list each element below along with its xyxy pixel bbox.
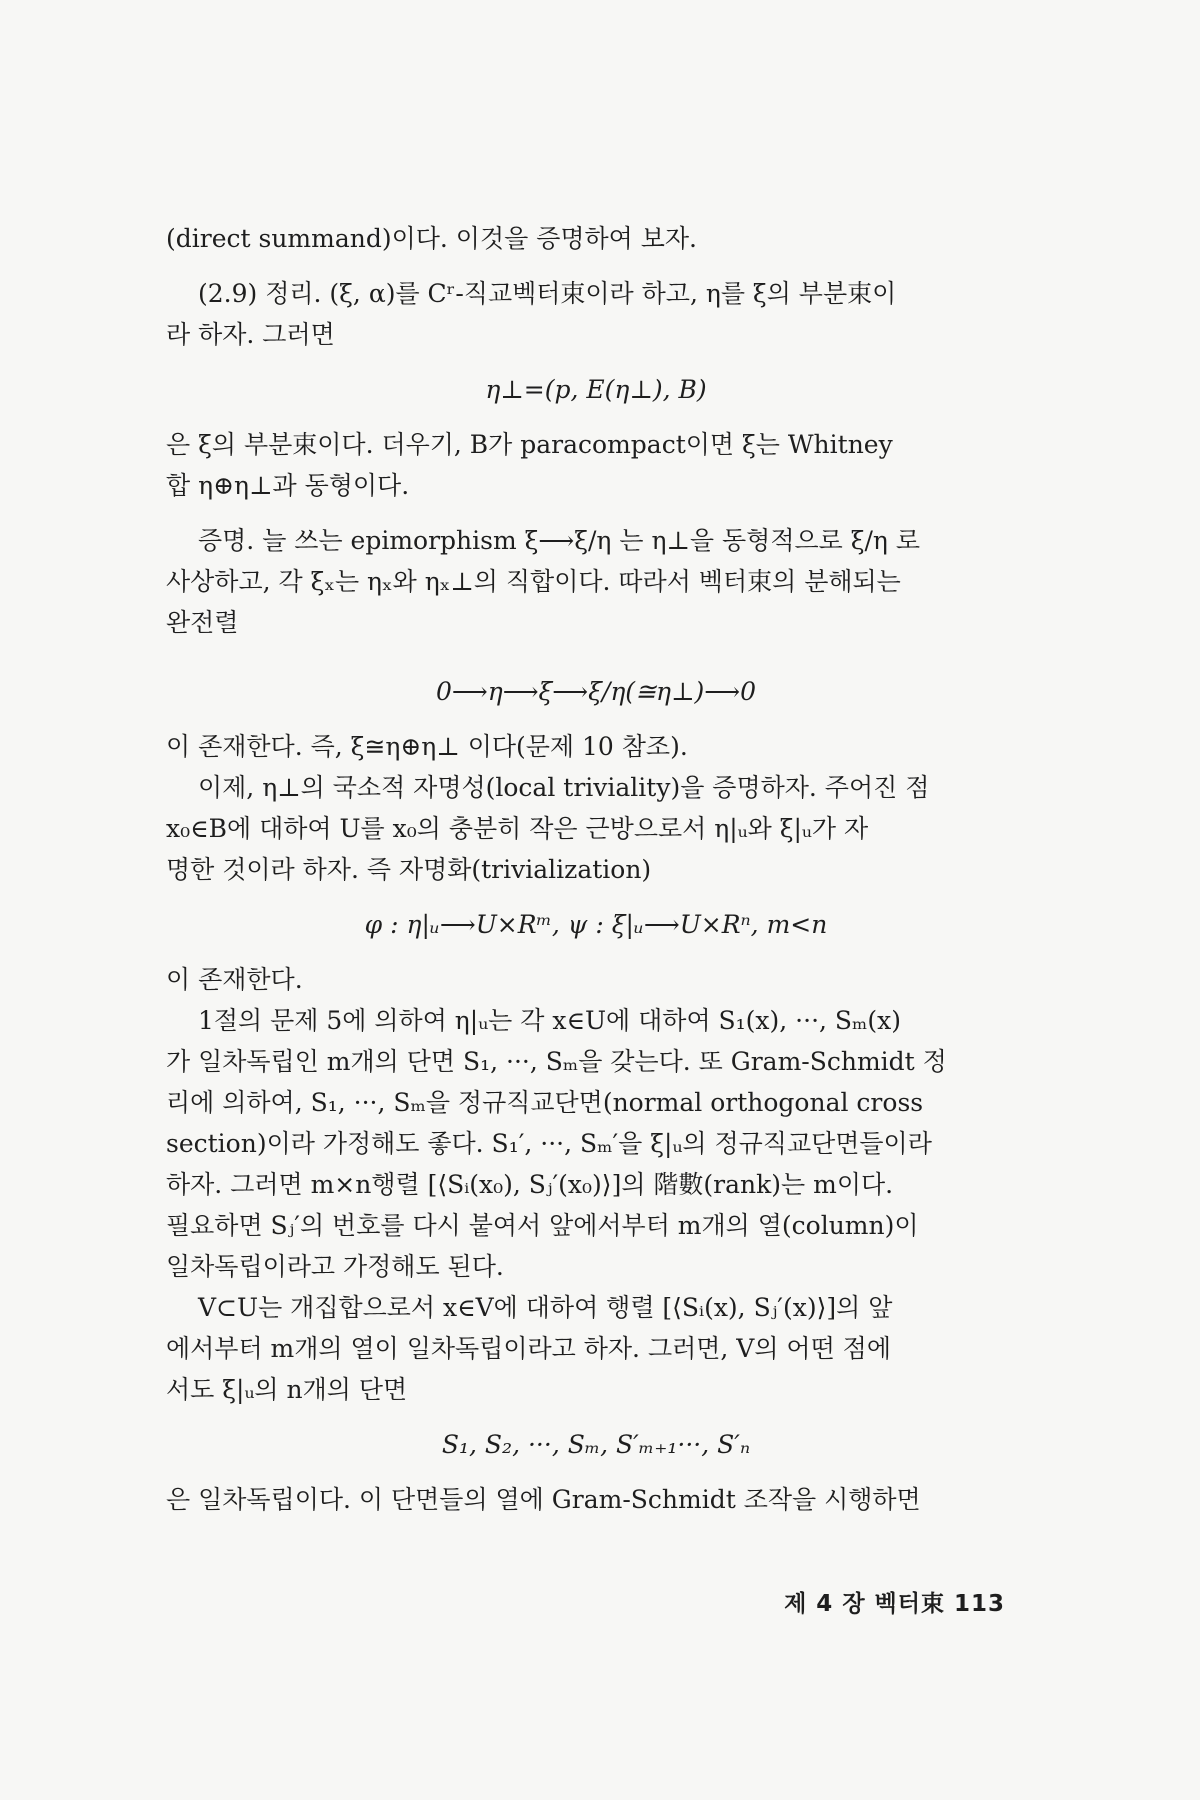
- display-formula: 0⟶η⟶ξ⟶ξ/η(≅η⊥)⟶0: [435, 677, 757, 706]
- text-line: 에서부터 m개의 열이 일차독립이라고 하자. 그러면, V의 어떤 점에: [166, 1334, 891, 1363]
- display-formula: η⊥=(p, E(η⊥), B): [485, 375, 707, 404]
- text-line: 완전렬: [166, 608, 239, 637]
- text-line: 라 하자. 그러면: [166, 320, 335, 349]
- text-line: x₀∈B에 대하여 U를 x₀의 충분히 작은 근방으로서 η|ᵤ와 ξ|ᵤ가 자: [166, 814, 869, 843]
- text-line: 리에 의하여, S₁, ···, Sₘ을 정규직교단면(normal orthogonal cross: [166, 1088, 924, 1117]
- display-formula: φ : η|ᵤ⟶U×Rᵐ, ψ : ξ|ᵤ⟶U×Rⁿ, m<n: [364, 910, 828, 939]
- text-line: 이제, η⊥의 국소적 자명성(local triviality)을 증명하자. 주어진 점: [198, 773, 930, 802]
- text-line: 명한 것이라 하자. 즉 자명화(trivialization): [166, 855, 652, 884]
- text-line: 필요하면 Sⱼ′의 번호를 다시 붙여서 앞에서부터 m개의 열(column)이: [166, 1211, 919, 1240]
- text-line: 하자. 그러면 m×n행렬 [⟨Sᵢ(x₀), Sⱼ′(x₀)⟩]의 階數(rank)는 m이다.: [166, 1170, 894, 1199]
- text-line: (direct summand)이다. 이것을 증명하여 보자.: [166, 224, 697, 253]
- theorem-heading-line: (2.9) 정리. (ξ, α)를 Cʳ-직교벡터束이라 하고, η를 ξ의 부분束이: [198, 279, 897, 308]
- text-line: 사상하고, 각 ξₓ는 ηₓ와 ηₓ⊥의 직합이다. 따라서 벡터束의 분해되는: [166, 567, 901, 596]
- text-line: V⊂U는 개집합으로서 x∈V에 대하여 행렬 [⟨Sᵢ(x), Sⱼ′(x)⟩]의 앞: [198, 1293, 893, 1322]
- display-formula: S₁, S₂, ···, Sₘ, S′ₘ₊₁···, S′ₙ: [441, 1430, 751, 1459]
- page-footer: 제 4 장 벡터束 113: [784, 1591, 1005, 1617]
- text-line: 가 일차독립인 m개의 단면 S₁, ···, Sₘ을 갖는다. 또 Gram-Schmidt 정: [166, 1047, 947, 1076]
- proof-heading-line: 증명. 늘 쓰는 epimorphism ξ⟶ξ/η 는 η⊥을 동형적으로 ξ/η 로: [198, 526, 920, 555]
- text-line: 합 η⊕η⊥과 동형이다.: [166, 471, 410, 500]
- text-line: 은 ξ의 부분束이다. 더우기, B가 paracompact이면 ξ는 Whitney: [166, 430, 893, 459]
- text-line: 이 존재한다.: [166, 965, 303, 994]
- text-line: section)이라 가정해도 좋다. S₁′, ···, Sₘ′을 ξ|ᵤ의 정규직교단면들이라: [166, 1129, 932, 1158]
- text-line: 일차독립이라고 가정해도 된다.: [166, 1252, 504, 1281]
- text-line: 이 존재한다. 즉, ξ≅η⊕η⊥ 이다(문제 10 참조).: [166, 732, 688, 761]
- text-line: 1절의 문제 5에 의하여 η|ᵤ는 각 x∈U에 대하여 S₁(x), ···, Sₘ(x): [198, 1006, 901, 1035]
- text-line: 은 일차독립이다. 이 단면들의 열에 Gram-Schmidt 조작을 시행하면: [166, 1485, 921, 1514]
- page-body: [166, 218, 1026, 1520]
- text-line: 서도 ξ|ᵤ의 n개의 단면: [166, 1375, 408, 1404]
